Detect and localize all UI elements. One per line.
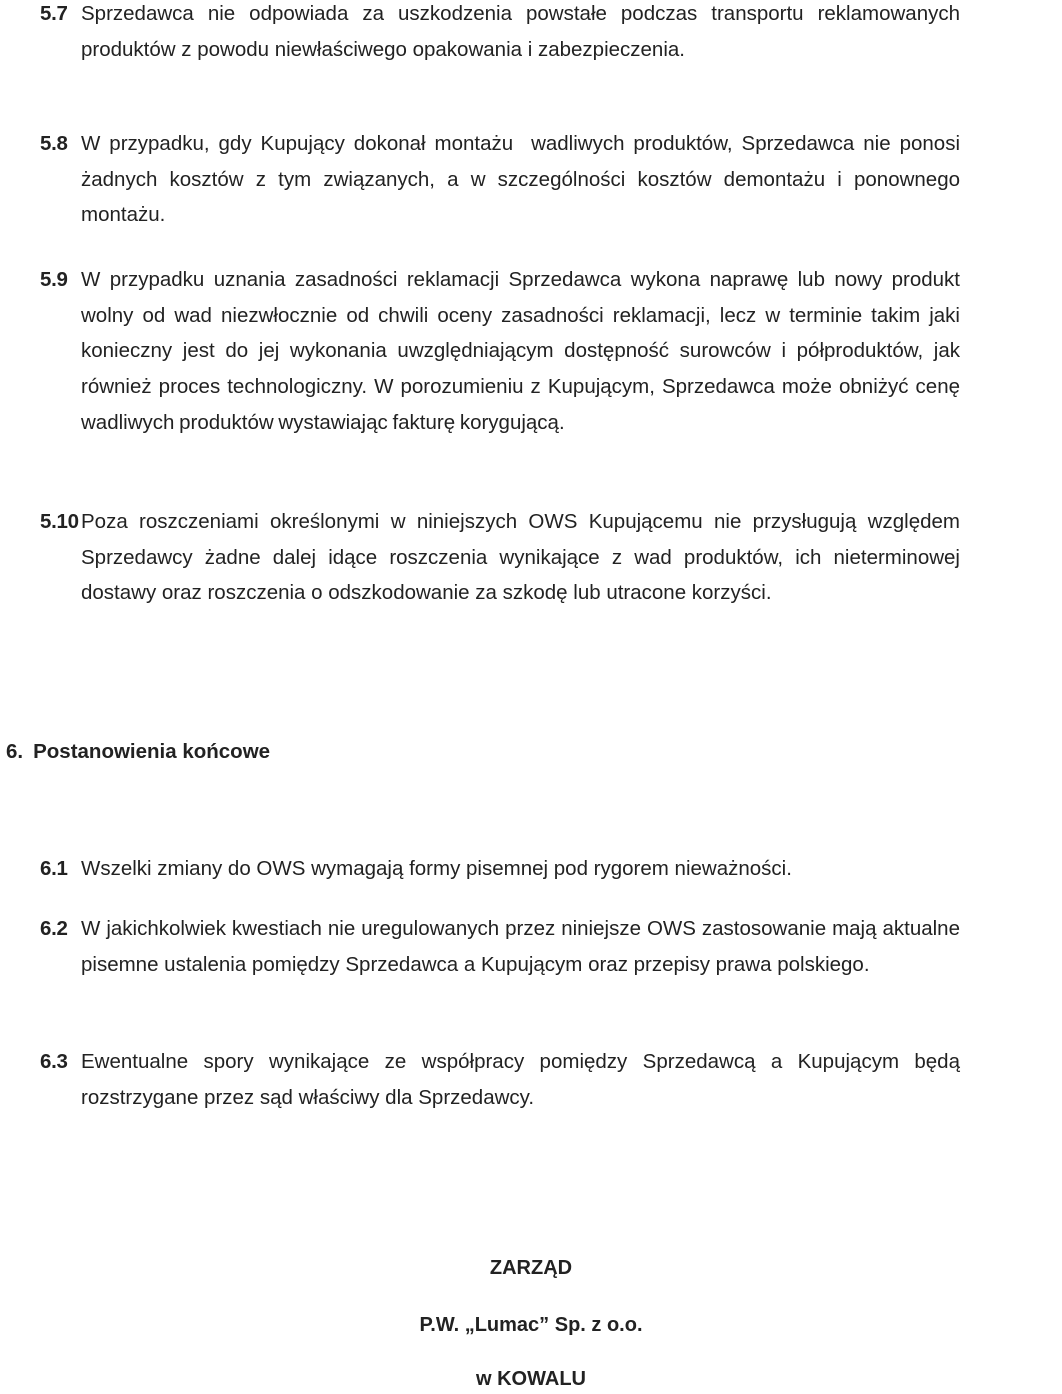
section-number: 6. xyxy=(6,740,24,763)
clause-text: W przypadku, gdy Kupujący dokonał montażu wadliwych produktów, Sprzedawca nie ponosi żadnych kosztów z tym związanych, a w szczególności kosztów demontażu i ponownego montażu. xyxy=(81,132,966,227)
clause-5-8 xyxy=(40,126,966,233)
clause-text: Sprzedawca nie odpowiada za uszkodzenia powstałe podczas transportu reklamowanych produktów z powodu niewłaściwego opakowania i zabezpieczenia. xyxy=(81,2,960,61)
clause-6-1 xyxy=(40,851,960,887)
clause-number: 6.3 xyxy=(40,1050,68,1073)
clause-number: 6.1 xyxy=(40,857,68,880)
clause-text: Wszelki zmiany do OWS wymagają formy pisemnej pod rygorem nieważności. xyxy=(81,857,792,880)
footer-company: P.W. „Lumac” Sp. z o.o. xyxy=(419,1314,643,1336)
clause-number: 6.2 xyxy=(40,917,68,940)
clause-5-9 xyxy=(40,262,960,441)
footer-board: ZARZĄD xyxy=(489,1257,573,1279)
clause-5-7 xyxy=(40,0,960,67)
clause-number: 5.7 xyxy=(40,2,68,25)
clause-6-3 xyxy=(40,1044,960,1115)
clause-5-10 xyxy=(40,504,960,611)
clause-text: Poza roszczeniami określonymi w niniejszych OWS Kupującemu nie przysługują względem Sprzedawcy żadne dalej idące roszczenia wynikające z wad produktów, ich nieterminowej dostawy oraz roszczenia o odszkodowanie za szkodę lub utracone korzyści. xyxy=(81,510,960,605)
clause-number: 5.9 xyxy=(40,268,68,291)
section-title: Postanowienia końcowe xyxy=(33,740,271,763)
clause-number: 5.8 xyxy=(40,132,68,155)
section-heading-6 xyxy=(6,734,270,769)
clause-text: Ewentualne spory wynikające ze współpracy pomiędzy Sprzedawcą a Kupującym będą rozstrzygane przez sąd właściwy dla Sprzedawcy. xyxy=(81,1050,960,1109)
clause-text: W jakichkolwiek kwestiach nie uregulowanych przez niniejsze OWS zastosowanie mają aktualne pisemne ustalenia pomiędzy Sprzedawca a Kupującym oraz przepisy prawa polskiego. xyxy=(81,917,960,976)
clause-number: 5.10 xyxy=(40,510,79,533)
clause-text: W przypadku uznania zasadności reklamacji Sprzedawca wykona naprawę lub nowy produkt wolny od wad niezwłocznie od chwili oceny zasadności reklamacji, lecz w terminie takim jaki konieczny jest do jej wykonania uwzględniającym dostępność surowców i półproduktów, jak również proces technologiczny. W porozumieniu z Kupującym, Sprzedawca może obniżyć cenę wadliwych produktów wystawiając fakturę korygującą. xyxy=(81,268,960,434)
footer-location: w KOWALU xyxy=(476,1368,586,1390)
clause-6-2 xyxy=(40,911,960,982)
